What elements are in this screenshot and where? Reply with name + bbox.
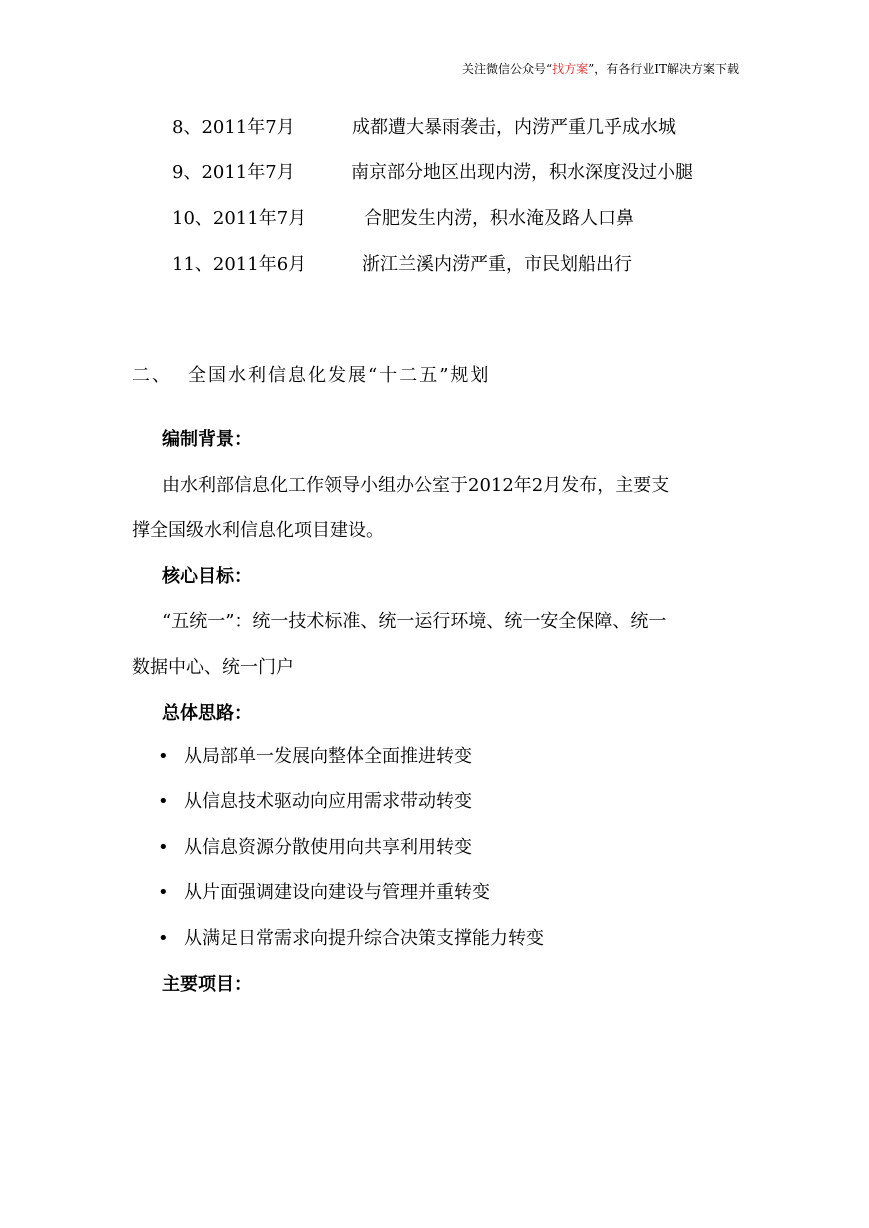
list-item-text: 从片面强调建设向建设与管理并重转变 bbox=[184, 882, 490, 903]
list-item-text: 从信息资源分散使用向共享利用转变 bbox=[184, 837, 472, 858]
event-description: 合肥发生内涝，积水淹及路人口鼻 bbox=[364, 208, 634, 229]
event-date: 10、2011年7月 bbox=[172, 208, 307, 229]
header-note bbox=[462, 60, 739, 78]
section-title-text: 全国水利信息化发展“十二五”规划 bbox=[188, 365, 491, 386]
bullet-icon: • bbox=[158, 746, 169, 767]
background-text-line-1: 由水利部信息化工作领导小组办公室于2012年2月发布，主要支 bbox=[162, 475, 670, 496]
list-item-text: 从信息技术驱动向应用需求带动转变 bbox=[184, 791, 472, 812]
event-date: 11、2011年6月 bbox=[172, 254, 307, 275]
bullet-icon: • bbox=[158, 882, 169, 903]
header-note-highlight: 找方案 bbox=[552, 62, 589, 76]
event-description: 南京部分地区出现内涝，积水深度没过小腿 bbox=[351, 162, 693, 183]
list-item bbox=[158, 835, 472, 861]
projects-heading: 主要项目： bbox=[162, 974, 252, 995]
event-description: 成都遭大暴雨袭击，内涝严重几乎成水城 bbox=[352, 117, 676, 138]
list-item-text: 从满足日常需求向提升综合决策支撑能力转变 bbox=[184, 928, 544, 949]
header-note-prefix: 关注微信公众号“ bbox=[461, 62, 553, 76]
bullet-icon: • bbox=[158, 928, 169, 949]
section-number: 二、 bbox=[132, 365, 172, 386]
ideas-heading: 总体思路： bbox=[162, 703, 252, 724]
goals-text-line-1: “五统一”：统一技术标准、统一运行环境、统一安全保障、统一 bbox=[162, 611, 667, 632]
list-item bbox=[158, 789, 472, 815]
background-heading: 编制背景： bbox=[162, 429, 252, 450]
goals-heading: 核心目标： bbox=[162, 566, 252, 587]
bullet-icon: • bbox=[158, 837, 169, 858]
goals-text-line-2: 数据中心、统一门户 bbox=[132, 657, 294, 678]
event-row bbox=[172, 160, 693, 186]
event-date: 8、2011年7月 bbox=[172, 117, 295, 138]
section-title bbox=[132, 363, 490, 389]
list-item bbox=[158, 880, 490, 906]
event-row bbox=[172, 206, 634, 232]
event-date: 9、2011年7月 bbox=[172, 162, 295, 183]
event-row bbox=[172, 115, 676, 141]
bullet-icon: • bbox=[158, 791, 169, 812]
list-item bbox=[158, 744, 472, 770]
event-row bbox=[172, 252, 632, 278]
list-item bbox=[158, 926, 544, 952]
header-note-suffix: ”，有各行业IT解决方案下载 bbox=[588, 62, 739, 76]
background-text-line-2: 撑全国级水利信息化项目建设。 bbox=[132, 520, 384, 541]
event-description: 浙江兰溪内涝严重，市民划船出行 bbox=[362, 254, 632, 275]
list-item-text: 从局部单一发展向整体全面推进转变 bbox=[184, 746, 472, 767]
